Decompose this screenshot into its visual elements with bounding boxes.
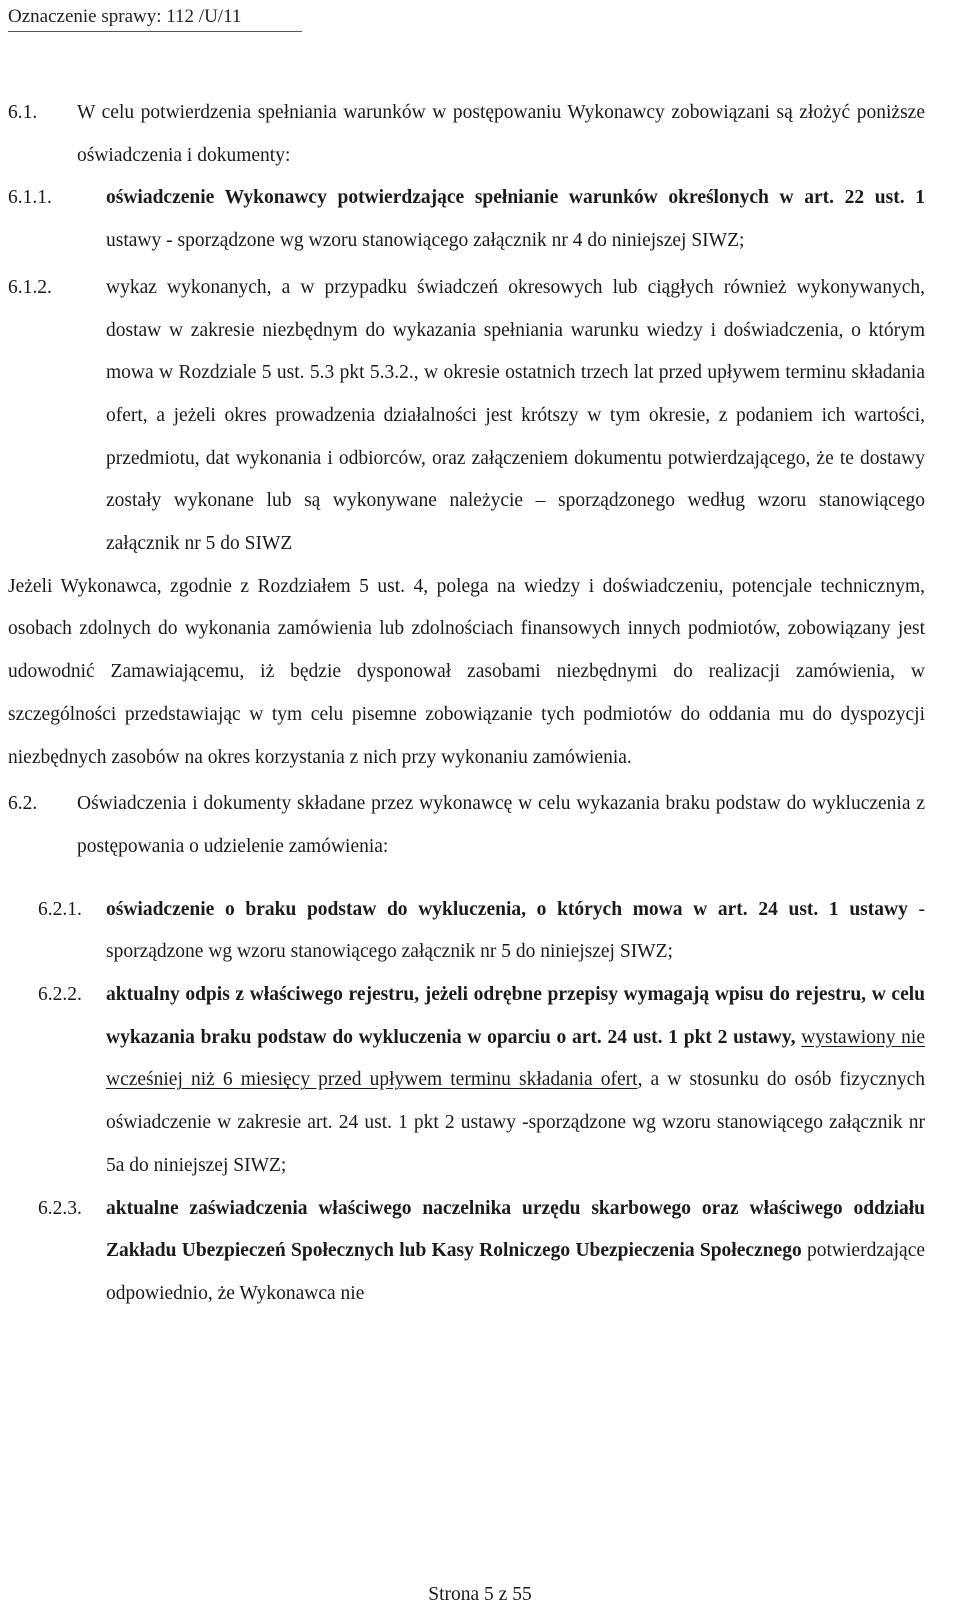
paragraph-text: Jeżeli Wykonawca, zgodnie z Rozdziałem 5 ust. 4, polega na wiedzy i doświadczeniu, potencjale technicznym, osobach zdolnych do wykonania zamówienia lub zdolnościach finansowych innych podmiotów, zobowiązany jest udowodnić Zamawiającemu, iż będzie dysponował zasobami niezbędnymi do realizacji zamówienia, w szczególności przedstawiając w tym celu pisemne zobowiązanie tych podmiotów do oddania mu do dyspozycji niezbędnych zasobów na okres korzystania z nich przy wykonaniu zamówienia. <box>8 575 925 768</box>
section-6-1 <box>0 92 960 177</box>
section-6-2-1 <box>0 889 960 974</box>
section-text <box>106 974 925 1188</box>
plain-text: ustawy - sporządzone wg wzoru stanowiącego załącznik nr 4 do niniejszej SIWZ; <box>106 230 745 252</box>
section-number: 6.1.1. <box>8 187 52 209</box>
bold-text: oświadczenie Wykonawcy potwierdzające spełnianie warunków określonych w art. 22 ust. 1 <box>106 187 925 209</box>
section-6-2-3 <box>0 1188 960 1316</box>
section-6-1-1 <box>0 177 960 262</box>
section-text: W celu potwierdzenia spełniania warunków w postępowaniu Wykonawcy zobowiązani są złożyć poniższe oświadczenia i dokumenty: <box>77 102 925 166</box>
section-text <box>106 1188 925 1316</box>
plain-text: - sporządzone wg wzoru stanowiącego załącznik nr 5 do niniejszej SIWZ; <box>106 898 925 963</box>
underlined-text: wystawiony nie wcześniej niż 6 miesięcy przed upływem terminu składania ofert <box>106 1026 926 1091</box>
section-text <box>106 889 925 974</box>
bold-text: aktualne zaświadczenia właściwego naczelnika urzędu skarbowego oraz właściwego oddziału Zakładu Ubezpieczeń Społecznych lub Kasy Rolniczego Ubezpieczenia Społecznego <box>106 1197 925 1262</box>
section-number: 6.2. <box>8 793 38 815</box>
bold-text: aktualny odpis z właściwego rejestru, jeżeli odrębne przepisy wymagają wpisu do rejestru, w celu wykazania braku podstaw do wykluczenia w oparciu o art. 24 ust. 1 pkt 2 ustawy, <box>106 984 925 1048</box>
plain-text: potwierdzające odpowiednio, że Wykonawca nie <box>106 1240 926 1304</box>
section-number: 6.2.2. <box>38 984 82 1006</box>
section-number: 6.1. <box>8 102 38 123</box>
bold-text: oświadczenie o braku podstaw do wykluczenia, o których mowa w art. 24 ust. 1 ustawy <box>106 898 908 920</box>
section-6-2 <box>0 783 960 868</box>
section-text: wykaz wykonanych, a w przypadku świadczeń okresowych lub ciągłych również wykonywanych, dostaw w zakresie niezbędnym do wykazania spełniania warunku wiedzy i doświadczenia, o którym mowa w Rozdziale 5 ust. 5.3 pkt 5.3.2., w okresie ostatnich trzech lat przed upływem terminu składania ofert, a jeżeli okres prowadzenia działalności jest krótszy w tym okresie, z podaniem ich wartości, przedmiotu, dat wykonania i odbiorców, oraz załączeniem dokumentu potwierdzającego, że te dostawy zostały wykonane lub są wykonywane należycie – sporządzonego według wzoru stanowiącego załącznik nr 5 do SIWZ <box>106 276 925 555</box>
section-6-1-2 <box>0 267 960 566</box>
section-number: 6.2.1. <box>38 898 82 920</box>
page-number: Strona 5 z 55 <box>428 1584 532 1605</box>
section-text: Oświadczenia i dokumenty składane przez wykonawcę w celu wykazania braku podstaw do wykluczenia z postępowania o udzielenie zamówienia: <box>77 793 925 857</box>
section-text <box>106 177 925 262</box>
section-6-2-2 <box>0 974 960 1188</box>
section-number: 6.1.2. <box>8 276 52 298</box>
document-case-number: Oznaczenie sprawy: 112 /U/11 <box>8 6 302 32</box>
paragraph-resources <box>0 566 960 780</box>
section-number: 6.2.3. <box>38 1197 82 1219</box>
document-body <box>0 92 960 1316</box>
plain-text: , a w stosunku do osób fizycznych oświadczenie w zakresie art. 24 ust. 1 pkt 2 ustawy -sporządzone wg wzoru stanowiącego załącznik nr 5a do niniejszej SIWZ; <box>106 1069 926 1176</box>
